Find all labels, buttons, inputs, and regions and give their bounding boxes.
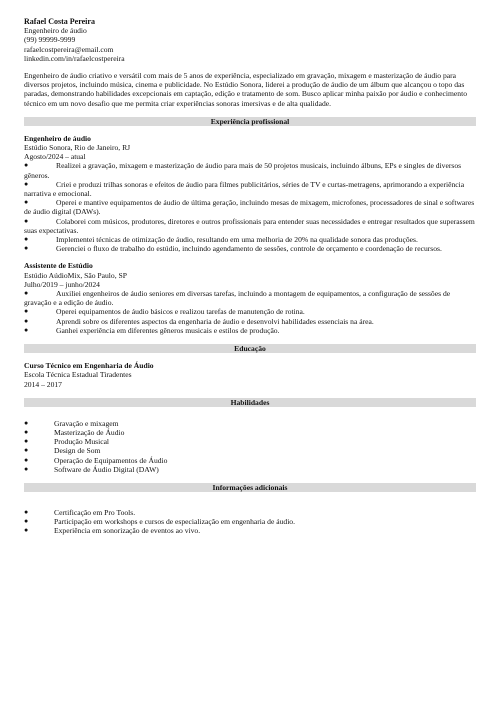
list-item: ● Gerenciei o fluxo de trabalho do estúdio, incluindo agendamento de sessões, controle de orçamento e coordenação de recursos. [24, 244, 442, 254]
list-item: ● Produção Musical [24, 437, 110, 447]
list-item: ● Certificação em Pro Tools. [24, 507, 136, 517]
job-title: Engenheiro de áudio [24, 133, 91, 143]
list-item: ● Realizei a gravação, mixagem e masterização de áudio para mais de 50 projetos musicais, incluindo álbuns, EPs e singles de diversos gêneros. [24, 161, 462, 180]
bullet-icon: ● [24, 179, 29, 188]
skills-list [24, 419, 476, 474]
bullet-icon: ● [24, 289, 29, 298]
list-item: ● Experiência em sonorização de eventos ao vivo. [24, 526, 201, 536]
candidate-phone: (99) 99999-9999 [24, 35, 76, 45]
list-item: ● Design de Som [24, 446, 101, 456]
section-header-skills: Habilidades [24, 398, 476, 407]
bullet-icon: ● [24, 307, 29, 316]
list-item: ● Masterização de Áudio [24, 427, 125, 437]
list-item: ● Participação em workshops e cursos de especialização em engenharia de áudio. [24, 517, 296, 527]
candidate-title: Engenheiro de áudio [24, 26, 87, 36]
bullet-icon: ● [24, 526, 29, 535]
list-item: ● Operei equipamentos de áudio básicos e realizou tarefas de manutenção de rotina. [24, 307, 305, 317]
list-item: ● Aprendi sobre os diferentes aspectos da engenharia de áudio e desenvolvi habilidades essenciais na área. [24, 316, 374, 326]
bullet-icon: ● [24, 198, 29, 207]
education-entry [24, 361, 476, 389]
candidate-email: rafaelcostpereira@email.com [24, 44, 114, 54]
bullet-icon: ● [24, 446, 29, 455]
bullet-icon: ● [24, 464, 29, 473]
bullet-icon: ● [24, 455, 29, 464]
job-company: Estúdio Sonora, Rio de Janeiro, RJ [24, 143, 131, 153]
bullet-icon: ● [24, 235, 29, 244]
bullet-icon: ● [24, 244, 29, 253]
job-entry [24, 134, 476, 254]
bullet-icon: ● [24, 507, 29, 516]
list-item: ● Ganhei experiência em diferentes gêneros musicais e estilos de produção. [24, 325, 280, 335]
bullet-icon: ● [24, 161, 29, 170]
job-period: Julho/2019 – junho/2024 [24, 279, 100, 289]
list-item: ● Gravação e mixagem [24, 418, 119, 428]
additional-info-list [24, 508, 476, 536]
list-item: ● Colaborei com músicos, produtores, diretores e outros profissionais para entender suas necessidades e entregar resultados que superassem suas expectativas. [24, 216, 475, 235]
education-school: Escola Técnica Estadual Tiradentes [24, 370, 132, 380]
section-header-additional: Informações adicionais [24, 483, 476, 492]
list-item: ● Operação de Equipamentos de Áudio [24, 455, 168, 465]
professional-summary: Engenheiro de áudio criativo e versátil com mais de 5 anos de experiência, especializado em gravação, mixagem e masterização de áudio para diversos projetos, incluindo música, cinema e publicidade. No Estúdio Sonora, liderei a produção de áudio de um álbum que alcançou o topo das paradas, demonstrando habilidades excepcionais em captação, edição e tratamento de som. Busco aplicar minha paixão por áudio e conhecimento técnico em um novo desafio que me permita criar experiências sonoras imersivas e de alta qualidade. [24, 71, 468, 108]
resume-header [24, 17, 476, 63]
bullet-icon: ● [24, 427, 29, 436]
bullet-icon: ● [24, 216, 29, 225]
education-course: Curso Técnico em Engenharia de Áudio [24, 361, 154, 371]
list-item: ● Auxiliei engenheiros de áudio seniores em diversas tarefas, incluindo a montagem de equipamentos, a configuração de sessões de gravação e a edição de áudio. [24, 289, 451, 308]
list-item: ● Implementei técnicas de otimização de áudio, resultando em uma melhoria de 20% na qualidade sonora das produções. [24, 235, 418, 245]
section-header-education: Educação [24, 344, 476, 353]
bullet-icon: ● [24, 437, 29, 446]
job-bullet-list [24, 289, 476, 335]
bullet-icon: ● [24, 325, 29, 334]
job-title: Assistente de Estúdio [24, 261, 93, 271]
list-item: ● Software de Áudio Digital (DAW) [24, 464, 159, 474]
job-company: Estúdio AúdioMix, São Paulo, SP [24, 270, 127, 280]
job-entry [24, 261, 476, 335]
section-header-experience: Experiência profissional [24, 117, 476, 126]
candidate-linkedin: linkedin.com/in/rafaelcostpereira [24, 53, 125, 63]
job-period: Agosto/2024 – atual [24, 152, 86, 162]
candidate-name: Rafael Costa Pereira [24, 17, 95, 26]
list-item: ● Criei e produzi trilhas sonoras e efeitos de áudio para filmes publicitários, séries de TV e curtas-metragens, aprimorando a experiência narrativa e emocional. [24, 179, 465, 199]
job-bullet-list [24, 161, 476, 253]
bullet-icon: ● [24, 418, 29, 427]
list-item: ● Operei e mantive equipamentos de áudio de última geração, incluindo mesas de mixagem, microfones, processadores de sinal e softwares de áudio digital (DAWs). [24, 198, 475, 217]
bullet-icon: ● [24, 316, 29, 325]
bullet-icon: ● [24, 517, 29, 526]
education-period: 2014 – 2017 [24, 379, 62, 389]
